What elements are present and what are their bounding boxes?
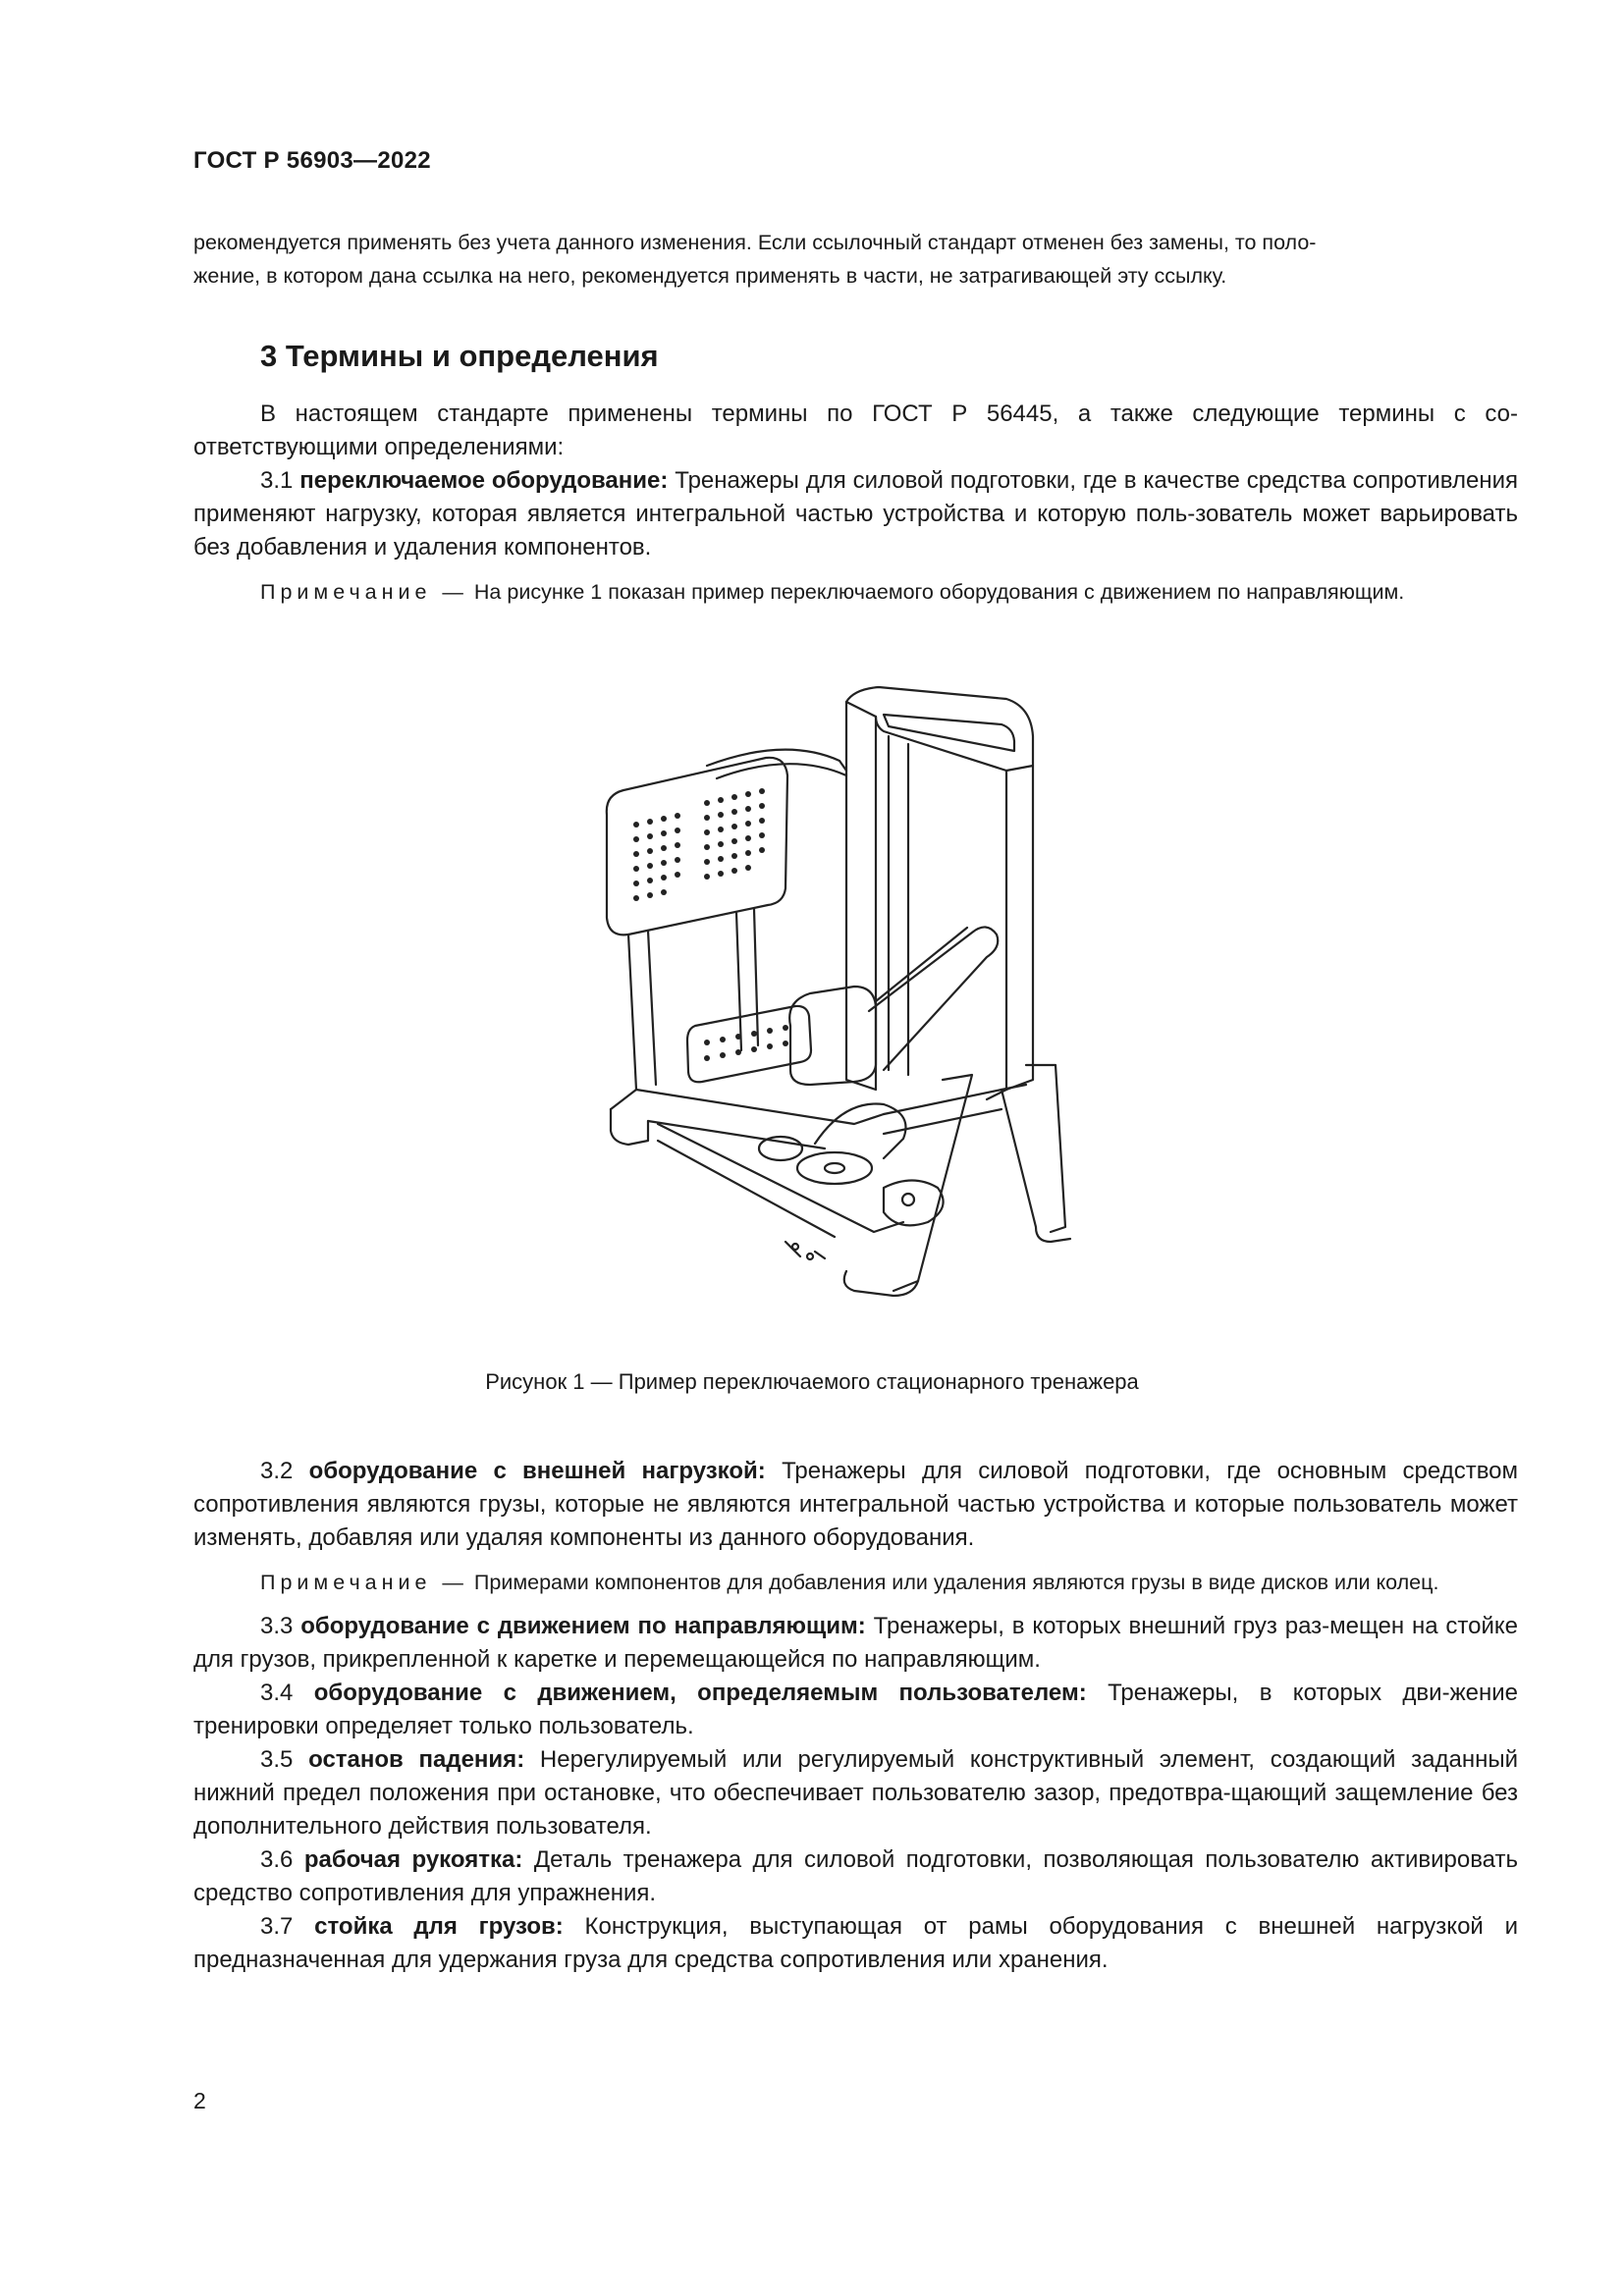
term-definition: Тренажеры, в которых внешний груз раз-мещен на стойке для грузов, прикрепленной к каретке и перемещающейся по направляющим. <box>193 1613 1518 1673</box>
term-3-4 <box>193 1677 1518 1743</box>
term-number: 3.5 <box>260 1746 294 1773</box>
term-name: оборудование с внешней нагрузкой: <box>308 1458 766 1484</box>
document-header: ГОСТ Р 56903—2022 <box>193 147 431 174</box>
term-3-1 <box>193 464 1518 564</box>
term-number: 3.6 <box>260 1846 294 1873</box>
term-3-3 <box>193 1610 1518 1677</box>
intro-line-1: рекомендуется применять без учета данного изменения. Если ссылочный стандарт отменен без замены, то поло- <box>193 231 1317 254</box>
intro-line-2: жение, в котором дана ссылка на него, рекомендуется применять в части, не затрагивающей эту ссылку. <box>193 264 1227 288</box>
note-1 <box>193 576 1518 608</box>
figure-caption: Рисунок 1 — Пример переключаемого стационарного тренажера <box>485 1369 1139 1394</box>
term-number: 3.3 <box>260 1613 294 1639</box>
term-name: стойка для грузов: <box>314 1913 564 1940</box>
exercise-machine-drawing <box>589 677 1119 1364</box>
term-definition: Тренажеры, в которых дви-жение тренировки определяет только пользователь. <box>193 1680 1518 1739</box>
term-definition: Тренажеры для силовой подготовки, где в качестве средства сопротивления применяют нагрузку, которая является интегральной частью устройства и которую поль-зователь может варьировать без добавления и удаления компонентов. <box>193 467 1519 561</box>
note-text: Примерами компонентов для добавления или удаления являются грузы в виде дисков или колец. <box>473 1571 1439 1594</box>
term-definition: Нерегулируемый или регулируемый конструктивный элемент, создающий заданный нижний предел положения при остановке, что обеспечивает пользователю зазор, предотвра-щающий защемление без дополнительного действия пользователя. <box>193 1746 1519 1840</box>
terms-block-bottom <box>193 1455 1518 1977</box>
term-name: останов падения: <box>308 1746 525 1773</box>
intro-paragraph <box>193 226 1518 293</box>
term-3-2 <box>193 1455 1518 1555</box>
note-2 <box>193 1567 1518 1598</box>
note-text: На рисунке 1 показан пример переключаемого оборудования с движением по направляющим. <box>473 580 1405 604</box>
term-definition: Конструкция, выступающая от рамы оборудования с внешней нагрузкой и предназначенная для удержания груза для средства сопротивления или хранения. <box>193 1913 1518 1973</box>
term-name: переключаемое оборудование: <box>299 467 669 494</box>
page-number: 2 <box>193 2088 206 2113</box>
term-definition: Тренажеры для силовой подготовки, где основным средством сопротивления являются грузы, которые не являются интегральной частью устройства и которые пользователь может изменять, добавляя или удаляя компоненты из данного оборудования. <box>193 1458 1519 1551</box>
terms-block-top <box>193 398 1518 608</box>
term-number: 3.2 <box>260 1458 294 1484</box>
note-label: Примечание — <box>260 1571 468 1594</box>
term-3-6 <box>193 1843 1518 1910</box>
section-lead: В настоящем стандарте применены термины по ГОСТ Р 56445, а также следующие термины с со-ответствующими определениями: <box>193 400 1518 460</box>
term-name: рабочая рукоятка: <box>303 1846 523 1873</box>
note-label: Примечание — <box>260 580 468 604</box>
term-name: оборудование с движением, определяемым пользователем: <box>313 1680 1087 1706</box>
term-name: оборудование с движением по направляющим: <box>300 1613 866 1639</box>
term-number: 3.1 <box>260 467 294 494</box>
term-number: 3.4 <box>260 1680 294 1706</box>
term-definition: Деталь тренажера для силовой подготовки, позволяющая пользователю активировать средство сопротивления для упражнения. <box>193 1846 1519 1906</box>
term-3-7 <box>193 1910 1518 1977</box>
term-3-5 <box>193 1743 1518 1843</box>
section-title: 3 Термины и определения <box>260 339 659 373</box>
term-number: 3.7 <box>260 1913 294 1940</box>
